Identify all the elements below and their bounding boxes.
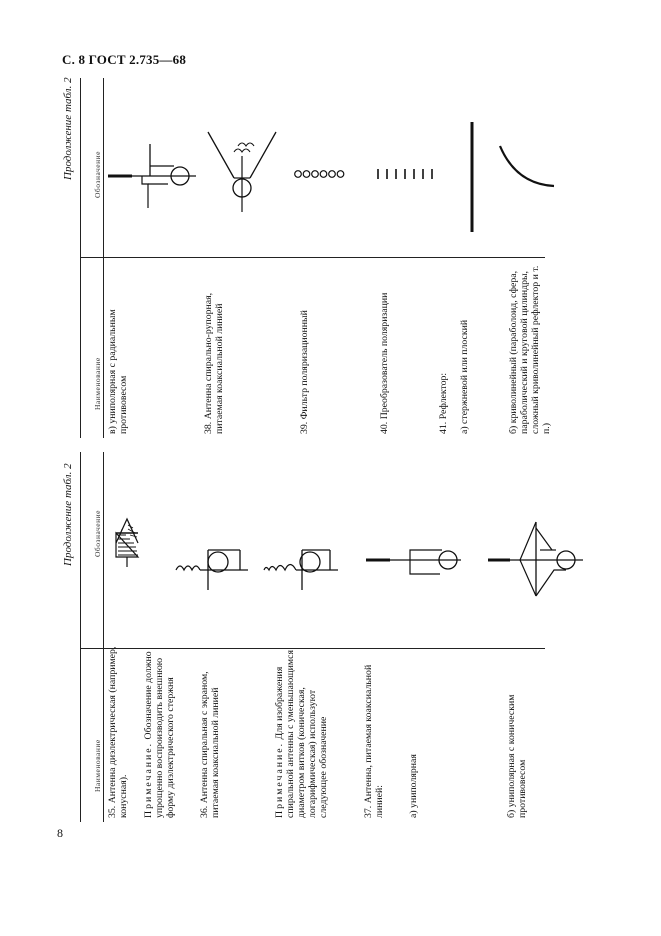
conical-spiral-antenna-symbol [258, 528, 338, 598]
polarization-converter-symbol [372, 164, 442, 184]
row-40-text: 40. Преобразователь поляризации [379, 292, 390, 434]
unipolar-conical-counterweight-symbol [488, 520, 588, 600]
unipolar-radial-counterweight-symbol [108, 138, 198, 218]
page-header: С. 8 ГОСТ 2.735—68 [62, 52, 187, 67]
row-41a-text: а) стержневой или плоский [459, 319, 470, 434]
row-41b-text: б) криволинейный (параболоид, сфера, параболический и круговой цилиндры, сложный криволинейный рефлектор и т. п.) [508, 265, 552, 434]
row-36-note-text: Для изображения спиральной антенны с уменьшающимся диаметром витков (коническая, логарифмическая) используют следующее обозначение [274, 650, 329, 818]
row-39-text: 39. Фильтр поляризационный [299, 310, 310, 434]
page-number: 8 [57, 826, 63, 840]
right-col-name-header: Наименование [93, 357, 102, 410]
row-35-text: 35. Антенна диэлектрическая (например, конусная). [107, 646, 129, 818]
row-36-note [274, 646, 329, 818]
left-continuation-label: Продолжение табл. 2 [62, 463, 74, 566]
row-41-text: 41. Рефлектор: [438, 372, 449, 434]
row-38-text: 38. Антенна спирально-рупорная, питаемая коаксиальной линией [203, 292, 225, 434]
left-table-top-border [80, 452, 81, 822]
polarization-filter-symbol [288, 164, 358, 184]
rod-reflector-symbol [462, 120, 482, 236]
right-col-symbol-header: Обозначение [93, 151, 102, 198]
curved-reflector-symbol [492, 140, 562, 190]
right-continuation-label: Продолжение табл. 2 [62, 77, 74, 180]
row-35-note-text: Обозначение должно упрощенно воспроизводить внешнюю форму диэлектрического стержня [143, 651, 176, 818]
row-35-note-label: Примечание. [143, 741, 154, 818]
dielectric-antenna-symbol [104, 505, 152, 585]
row-37v-text: в) униполярная с радиальным противовесом [107, 309, 129, 434]
left-col-name-header: Наименование [93, 739, 102, 792]
right-header-separator [103, 78, 104, 438]
row-36-text: 36. Антенна спиральная с экраном, питаемая коаксиальной линией [199, 671, 221, 818]
row-37a-text: а) униполярная [408, 754, 419, 818]
unipolar-antenna-symbol [366, 530, 466, 590]
right-column-divider [80, 257, 545, 258]
spiral-horn-antenna-symbol [204, 128, 280, 214]
spiral-antenna-with-screen-symbol [168, 528, 248, 598]
right-table-top-border [80, 78, 81, 438]
row-35-note [143, 646, 176, 818]
row-37b-text: б) униполярная с коническим противовесом [506, 694, 528, 818]
left-col-symbol-header: Обозначение [93, 510, 102, 557]
row-37-text: 37. Антенна, питаемая коаксиальной линией: [363, 664, 385, 818]
row-36-note-label: Примечание. [274, 741, 285, 818]
